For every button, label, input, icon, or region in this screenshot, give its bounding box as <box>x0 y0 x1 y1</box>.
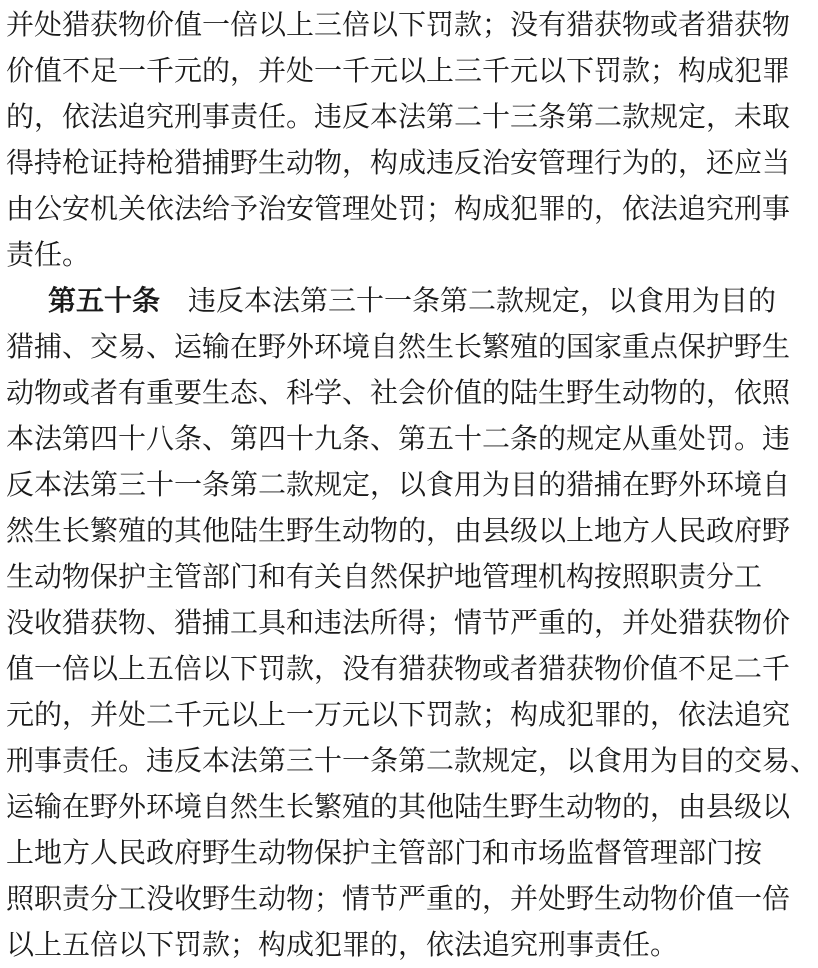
article-50-line-8: 没收猎获物、猎捕工具和违法所得；情节严重的，并处猎获物价 <box>6 606 791 639</box>
article-50-line-6: 然生长繁殖的其他陆生野生动物的，由县级以上地方人民政府野 <box>6 514 791 547</box>
article-50-line-7: 生动物保护主管部门和有关自然保护地管理机构按照职责分工 <box>6 560 763 593</box>
article-50-line-13: 上地方人民政府野生动物保护主管部门和市场监督管理部门按 <box>6 836 763 869</box>
article-50-line-2: 猎捕、交易、运输在野外环境自然生长繁殖的国家重点保护野生 <box>6 330 791 363</box>
article-50-line-11: 刑事责任。违反本法第三十一条第二款规定，以食用为目的交易、 <box>6 744 818 777</box>
article-50-line-1-text: 违反本法第三十一条第二款规定，以食用为目的 <box>188 284 777 317</box>
article-50-line-4: 本法第四十八条、第四十九条、第五十二条的规定从重处罚。违 <box>6 422 791 455</box>
paragraph-1-line-4: 得持枪证持枪猎捕野生动物，构成违反治安管理行为的，还应当 <box>6 146 791 179</box>
paragraph-1-line-1: 并处猎获物价值一倍以上三倍以下罚款；没有猎获物或者猎获物 <box>6 8 791 41</box>
article-50-line-10: 元的，并处二千元以上一万元以下罚款；构成犯罪的，依法追究 <box>6 698 791 731</box>
article-50-line-5: 反本法第三十一条第二款规定，以食用为目的猎捕在野外环境自 <box>6 468 791 501</box>
article-50-first-line <box>48 278 777 324</box>
article-50-line-3: 动物或者有重要生态、科学、社会价值的陆生野生动物的，依照 <box>6 376 791 409</box>
paragraph-1-line-5: 由公安机关依法给予治安管理处罚；构成犯罪的，依法追究刑事 <box>6 192 791 225</box>
paragraph-1-line-2: 价值不足一千元的，并处一千元以上三千元以下罚款；构成犯罪 <box>6 54 791 87</box>
paragraph-1-line-6: 责任。 <box>6 238 91 271</box>
article-50-label: 第五十条 <box>48 284 161 317</box>
article-50-line-12: 运输在野外环境自然生长繁殖的其他陆生野生动物的，由县级以 <box>6 790 791 823</box>
article-50-line-14: 照职责分工没收野生动物；情节严重的，并处野生动物价值一倍 <box>6 882 791 915</box>
article-50-line-9: 值一倍以上五倍以下罚款，没有猎获物或者猎获物价值不足二千 <box>6 652 791 685</box>
article-50-line-15: 以上五倍以下罚款；构成犯罪的，依法追究刑事责任。 <box>6 928 679 961</box>
paragraph-1-line-3: 的，依法追究刑事责任。违反本法第二十三条第二款规定，未取 <box>6 100 791 133</box>
